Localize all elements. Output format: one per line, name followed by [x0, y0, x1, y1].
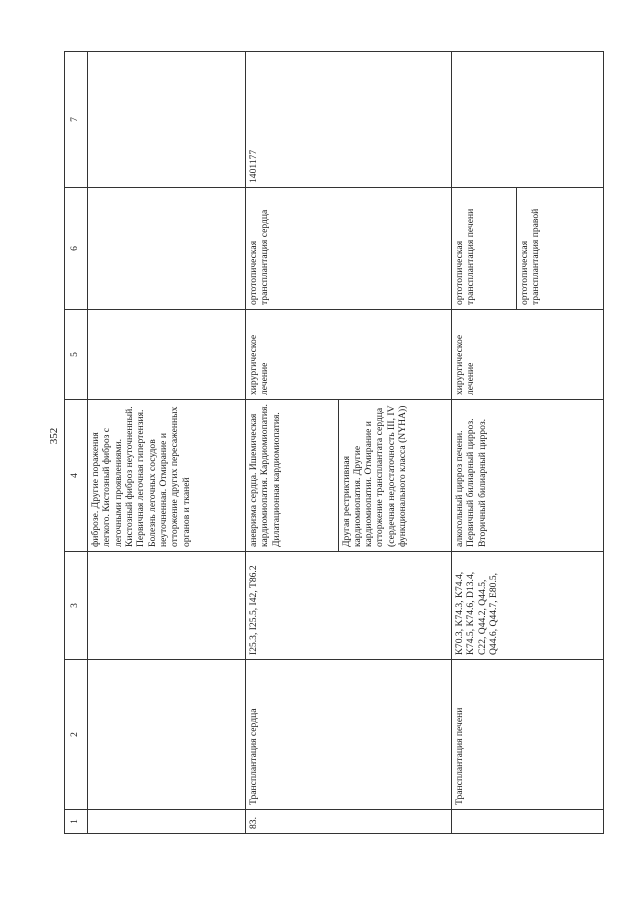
procedures-table [64, 51, 604, 834]
header-col-1: 1 [65, 810, 88, 834]
document-sheet [64, 52, 604, 834]
diagnosis-cell [246, 400, 452, 552]
treatment-type: хирургическое лечение [452, 310, 604, 400]
rotated-table-wrapper [64, 52, 604, 834]
diagnosis-text: фиброзе. Другие поражения легкого. Кистозный фиброз с легочными проявлениями. Кистозный фиброз неуточненный. Первичная легочная гипертензия. Болезнь легочных сосудов неуточненная. Отмирание и отторжение других пересаженных органов и тканей [88, 400, 246, 552]
diagnosis-text: алкогольный цирроз печени. Первичный билиарный цирроз. Вторичный билиарный цирроз. [452, 400, 604, 552]
treatment-method: ортотопическая трансплантация правой [516, 188, 603, 309]
diagnosis-subtable [246, 400, 451, 551]
page-number: 352 [48, 427, 60, 445]
header-col-2: 2 [65, 660, 88, 810]
diagnosis-text: Другая рестриктивная кардиомиопатия. Другие кардиомиопатии. Отмирание и отторжение трансплантата сердца (сердечная недостаточность III, IV функционального класса (NYHA)) [338, 400, 451, 551]
diagnosis-codes [88, 552, 246, 660]
table-row [246, 52, 452, 834]
method-subtable [452, 188, 603, 309]
treatment-method: ортотопическая трансплантация сердца [246, 188, 452, 310]
cost-value [88, 52, 246, 188]
treatment-type: хирургическое лечение [246, 310, 452, 400]
table-row [452, 52, 604, 834]
treatment-method [88, 188, 246, 310]
diagnosis-codes: K70.3, K74.3, K74.4, K74.5, K74.6, D13.4, C22, Q44.2, Q44.5, Q44.6, Q44.7, E80.5, [452, 552, 604, 660]
treatment-method-cell [452, 188, 604, 310]
header-row [65, 52, 88, 834]
procedure-name: Трансплантация сердца [246, 660, 452, 810]
row-number [88, 810, 246, 834]
treatment-type [88, 310, 246, 400]
header-col-6: 6 [65, 188, 88, 310]
diagnosis-codes: I25.3, I25.5, I42, T86.2 [246, 552, 452, 660]
header-col-3: 3 [65, 552, 88, 660]
header-col-4: 4 [65, 400, 88, 552]
row-number: 83. [246, 810, 452, 834]
treatment-method: ортотопическая трансплантация печени [454, 208, 477, 305]
procedure-name [88, 660, 246, 810]
header-col-7: 7 [65, 52, 88, 188]
row-number [452, 810, 604, 834]
table-row [88, 52, 246, 834]
procedure-name: Трансплантация печени [452, 660, 604, 810]
cost-value: 1401177 [246, 52, 452, 188]
diagnosis-text: аневризма сердца. Ишемическая кардиомиопатия. Кардиомиопатия. Дилатационная кардиомиопатия. [248, 404, 282, 547]
header-col-5: 5 [65, 310, 88, 400]
cost-value [452, 52, 604, 188]
